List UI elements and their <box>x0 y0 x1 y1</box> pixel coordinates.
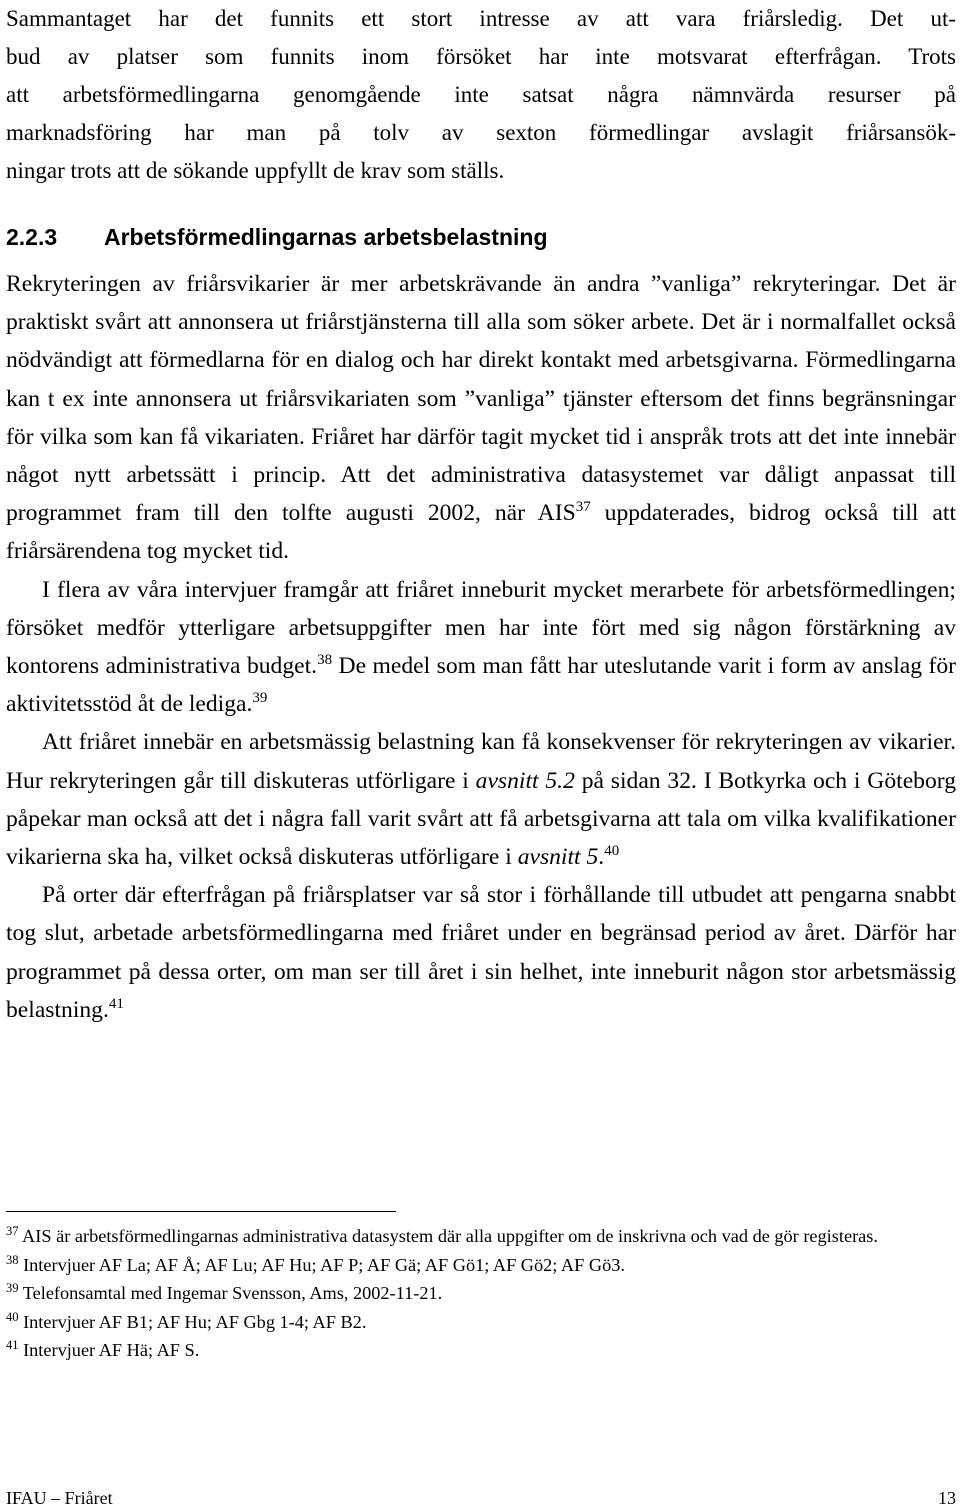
cross-reference: avsnitt 5.2 <box>475 767 575 794</box>
footnote-text: Intervjuer AF Hä; AF S. <box>18 1340 200 1360</box>
intro-line: Sammantaget har det funnits ett stort intresse av att vara friårsledig. Det ut- <box>6 6 956 31</box>
page-footer <box>6 1485 956 1511</box>
intro-line: ningar trots att de sökande uppfyllt de krav som ställs. <box>6 158 505 183</box>
footnote-ref: 40 <box>604 843 620 860</box>
footnote-text: Intervjuer AF La; AF Å; AF Lu; AF Hu; AF P; AF Gä; AF Gö1; AF Gö2; AF Gö3. <box>18 1254 625 1275</box>
paragraph-text: uppdaterades, bidrog också till att friårsärendena tog mycket tid. <box>6 500 956 565</box>
intro-line: marknadsföring har man på tolv av sexton förmedlingar avslagit friårsansök- <box>6 120 956 145</box>
section-number: 2.2.3 <box>6 224 58 250</box>
section-title: Arbetsförmedlingarnas arbetsbelastning <box>104 224 548 250</box>
paragraph-text: Att friåret innebär en arbetsmässig belastning kan få konsekvenser för rekryteringen av vikarier. Hur rekryteringen går till diskuteras utförligare i <box>6 729 956 794</box>
footnote-ref: 39 <box>252 690 268 707</box>
paragraph-text: De medel som man fått har uteslutande varit i form av anslag för aktivitetsstöd åt de lediga. <box>6 653 956 718</box>
footnote-ref: 41 <box>108 995 124 1012</box>
footnotes <box>6 1222 956 1365</box>
paragraph-text: Rekryteringen av friårsvikarier är mer arbetskrävande än andra ”vanliga” rekryteringar. Det är praktiskt svårt att annonsera ut friårstjänsterna till alla som söker arbete. Det är i normalfallet också nödvändigt att förmedlarna för en dialog och har direkt kontakt med arbetsgivarna. Förmedlingarna kan t ex inte annonsera ut friårsvikariaten som ”vanliga” tjänster eftersom det finns begränsningar för vilka som kan få vikariaten. Friåret har därför tagit mycket tid i anspråk trots att det inte innebär något nytt arbetssätt i princip. Att det administrativa datasystemet var dåligt anpassat till programmet fram till den tolfte augusti 2002, när AIS <box>6 271 956 527</box>
intro-paragraph <box>6 0 956 190</box>
footnote-text: Intervjuer AF B1; AF Hu; AF Gbg 1-4; AF B2. <box>18 1311 367 1332</box>
paragraph <box>6 876 956 1029</box>
footnote-number: 38 <box>6 1252 19 1267</box>
footnote <box>6 1336 956 1365</box>
paragraph-text: På orter där efterfrågan på friårsplatser var så stor i förhållande till utbudet att pengarna snabbt tog slut, arbetade arbetsförmedlingarna med friåret under en begränsad period av året. Därför har programmet på dessa orter, om man ser till året i sin helhet, inte inneburit någon stor arbetsmässig belastning. <box>6 882 956 1023</box>
footnote-number: 37 <box>6 1224 19 1238</box>
cross-reference: avsnitt 5 <box>517 844 599 871</box>
paragraph-text: . <box>598 844 605 871</box>
footnote-text: AIS är arbetsförmedlingarnas administrativa datasystem där alla uppgifter om de inskrivna och vad de gör registeras. <box>18 1226 878 1246</box>
body-text <box>6 265 956 1029</box>
intro-line: att arbetsförmedlingarna genomgående inte satsat några nämnvärda resurser på <box>6 82 956 107</box>
footnote <box>6 1279 956 1308</box>
footnote-ref: 38 <box>317 652 333 669</box>
footnote <box>6 1308 956 1337</box>
paragraph <box>6 265 956 571</box>
section-heading <box>6 221 956 253</box>
paragraph <box>6 723 956 876</box>
footnote-number: 40 <box>6 1309 19 1324</box>
paragraph-text: på sidan 32. I Botkyrka och i Göteborg påpekar man också att det i några fall varit svårt att få arbetsgivarna att tala om vilka kvalifikationer vikarierna ska ha, vilket också diskuteras utförligare i <box>6 767 956 871</box>
footnote-text: Telefonsamtal med Ingemar Svensson, Ams, 2002-11-21. <box>18 1283 443 1303</box>
footnote-number: 41 <box>6 1338 19 1352</box>
footnote-ref: 37 <box>575 499 591 516</box>
paragraph-text: I flera av våra intervjuer framgår att friåret inneburit mycket merarbete för arbetsförmedlingen; försöket medför ytterligare arbetsuppgifter men har inte fört med sig någon förstärkning av kontorens administrativa budget. <box>6 576 956 680</box>
page-number: 13 <box>938 1488 956 1508</box>
footnote-number: 39 <box>6 1281 19 1295</box>
intro-line: bud av platser som funnits inom försöket har inte motsvarat efterfrågan. Trots <box>6 44 956 69</box>
footer-publication: IFAU – Friåret <box>6 1488 113 1508</box>
paragraph <box>6 571 956 724</box>
footnote-divider <box>6 1211 396 1212</box>
footnote <box>6 1251 956 1280</box>
footnote <box>6 1222 956 1251</box>
